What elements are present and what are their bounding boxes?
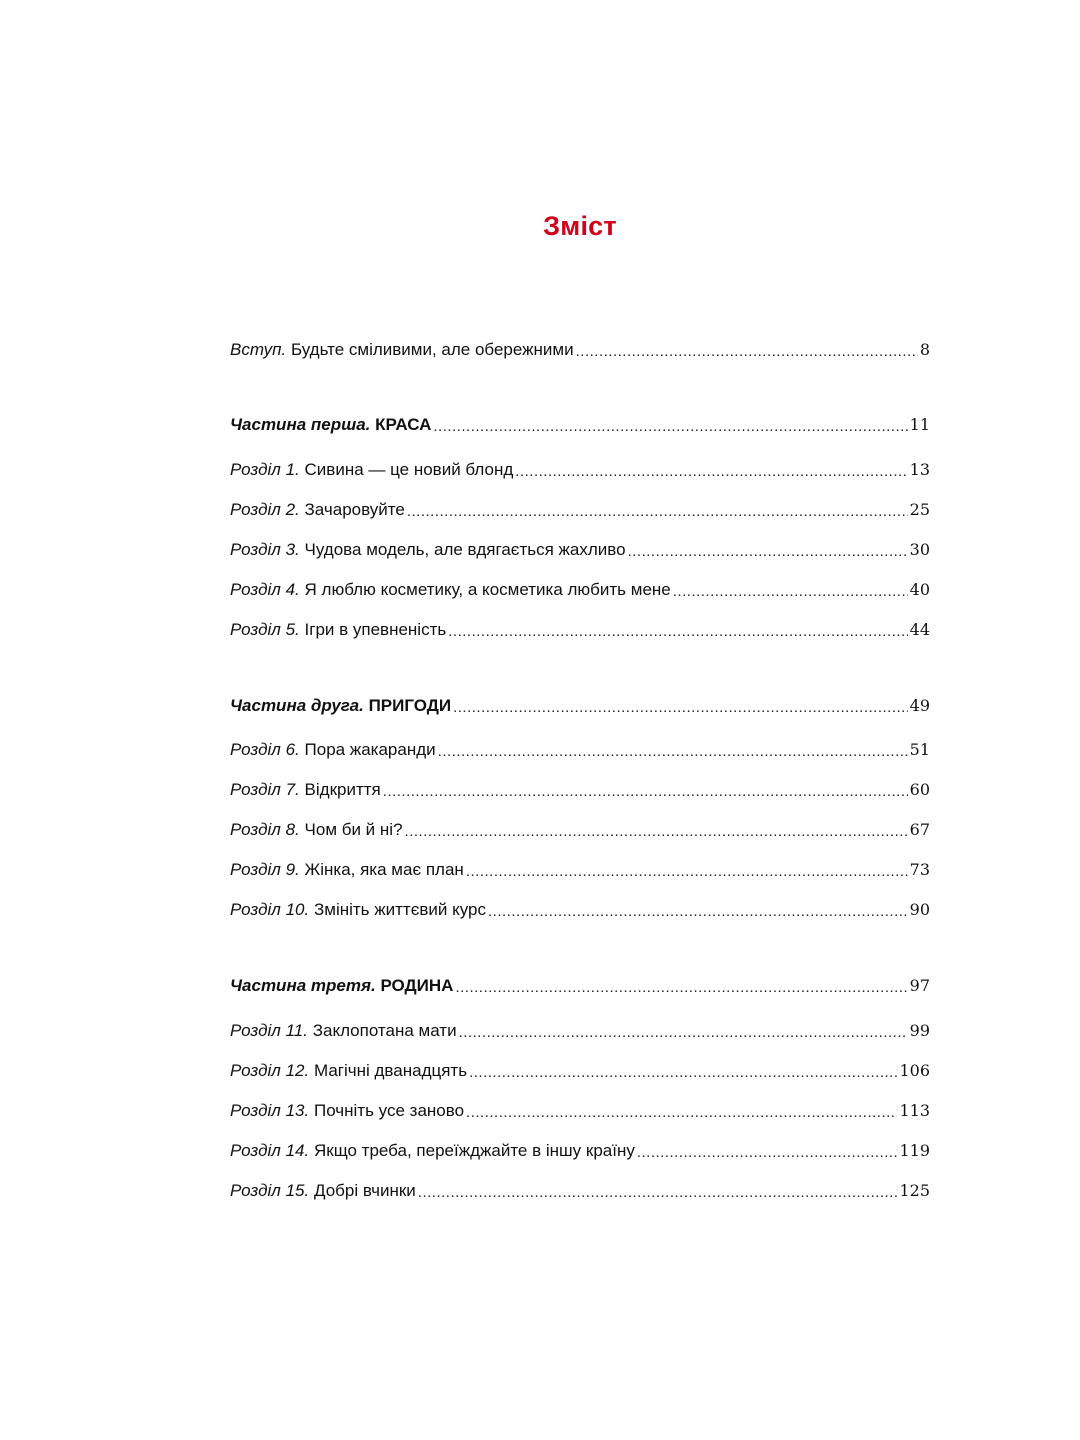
entry-title: Почніть усе заново — [313, 1101, 465, 1120]
toc-entry-part-1[interactable] — [230, 412, 930, 438]
entry-title: Магічні дванадцять — [313, 1061, 468, 1080]
entry-prefix: Розділ 13. — [230, 1101, 310, 1120]
toc-entry-chapter-5[interactable] — [230, 617, 930, 643]
toc-entry-chapter-12[interactable] — [230, 1058, 930, 1084]
dot-leader — [448, 618, 907, 638]
toc-entry-chapter-4[interactable] — [230, 577, 930, 603]
page-number: 8 — [919, 340, 930, 359]
dot-leader — [673, 578, 908, 598]
dot-leader — [455, 974, 907, 994]
page-number: 13 — [909, 460, 930, 479]
entry-prefix: Вступ. — [230, 340, 287, 359]
entry-prefix: Частина третя. — [230, 976, 376, 995]
dot-leader — [466, 1099, 897, 1119]
page-number: 73 — [909, 860, 930, 879]
toc-entry-part-2[interactable] — [230, 693, 930, 719]
toc-entry-chapter-10[interactable] — [230, 897, 930, 923]
page-number: 67 — [909, 820, 930, 839]
entry-prefix: Розділ 3. — [230, 540, 300, 559]
page-number: 90 — [909, 900, 930, 919]
entry-prefix: Розділ 4. — [230, 580, 300, 599]
entry-prefix: Розділ 14. — [230, 1141, 310, 1160]
entry-title: РОДИНА — [380, 976, 454, 995]
dot-leader — [438, 738, 908, 758]
entry-title: Змініть життєвий курс — [313, 900, 487, 919]
entry-prefix: Розділ 7. — [230, 780, 300, 799]
toc-entry-chapter-3[interactable] — [230, 537, 930, 563]
toc-entry-chapter-1[interactable] — [230, 457, 930, 483]
toc-entry-chapter-15[interactable] — [230, 1178, 930, 1204]
page-number: 40 — [909, 580, 930, 599]
entry-title: Зачаровуйте — [304, 500, 405, 519]
dot-leader — [576, 338, 918, 358]
entry-title: Заклопотана мати — [312, 1021, 457, 1040]
entry-title: Чудова модель, але вдягається жахливо — [304, 540, 626, 559]
entry-title: Будьте сміливими, але обережними — [290, 340, 574, 359]
toc-entry-chapter-6[interactable] — [230, 737, 930, 763]
entry-prefix: Розділ 11. — [230, 1021, 308, 1040]
entry-title: Якщо треба, переїжджайте в іншу країну — [313, 1141, 635, 1160]
page-number: 51 — [909, 740, 930, 759]
dot-leader — [418, 1179, 898, 1199]
entry-title: Сивина — це новий блонд — [304, 460, 514, 479]
dot-leader — [488, 898, 908, 918]
entry-prefix: Розділ 6. — [230, 740, 300, 759]
page-number: 119 — [899, 1141, 930, 1160]
entry-prefix: Розділ 1. — [230, 460, 300, 479]
entry-prefix: Розділ 12. — [230, 1061, 310, 1080]
dot-leader — [466, 858, 908, 878]
dot-leader — [453, 694, 908, 714]
toc-entry-chapter-13[interactable] — [230, 1098, 930, 1124]
dot-leader — [383, 778, 908, 798]
toc-entry-chapter-11[interactable] — [230, 1018, 930, 1044]
dot-leader — [405, 818, 908, 838]
page-number: 106 — [899, 1061, 930, 1080]
dot-leader — [407, 498, 908, 518]
entry-title: ПРИГОДИ — [368, 696, 452, 715]
page-number: 30 — [909, 540, 930, 559]
toc-entry-chapter-7[interactable] — [230, 777, 930, 803]
entry-prefix: Частина друга. — [230, 696, 364, 715]
page-number: 44 — [909, 620, 930, 639]
dot-leader — [459, 1019, 908, 1039]
dot-leader — [515, 458, 907, 478]
entry-prefix: Розділ 10. — [230, 900, 310, 919]
page-number: 60 — [909, 780, 930, 799]
dot-leader — [637, 1139, 898, 1159]
dot-leader — [628, 538, 908, 558]
entry-title: Пора жакаранди — [304, 740, 436, 759]
toc-entry-chapter-9[interactable] — [230, 857, 930, 883]
page-number: 113 — [899, 1101, 930, 1120]
toc-entry-chapter-8[interactable] — [230, 817, 930, 843]
page-number: 25 — [909, 500, 930, 519]
page-number: 99 — [909, 1021, 930, 1040]
entry-title: Добрі вчинки — [313, 1181, 416, 1200]
entry-prefix: Розділ 5. — [230, 620, 300, 639]
entry-title: Ігри в упевненість — [304, 620, 447, 639]
entry-prefix: Розділ 8. — [230, 820, 300, 839]
entry-title: Відкриття — [304, 780, 381, 799]
toc-entry-part-3[interactable] — [230, 973, 930, 999]
dot-leader — [469, 1059, 897, 1079]
toc-entry-chapter-2[interactable] — [230, 497, 930, 523]
page-number: 125 — [899, 1181, 930, 1200]
entry-prefix: Розділ 15. — [230, 1181, 310, 1200]
page-number: 49 — [909, 696, 930, 715]
page-title: Зміст — [543, 211, 617, 241]
entry-title: Чом би й ні? — [304, 820, 403, 839]
entry-title: Я люблю косметику, а косметика любить мене — [304, 580, 671, 599]
entry-prefix: Розділ 9. — [230, 860, 300, 879]
entry-prefix: Частина перша. — [230, 415, 371, 434]
page-number: 11 — [909, 415, 930, 434]
entry-title: Жінка, яка має план — [304, 860, 464, 879]
page-number: 97 — [909, 976, 930, 995]
toc-entry-intro[interactable] — [230, 337, 930, 363]
dot-leader — [433, 413, 907, 433]
toc-entry-chapter-14[interactable] — [230, 1138, 930, 1164]
entry-title: КРАСА — [375, 415, 432, 434]
entry-prefix: Розділ 2. — [230, 500, 300, 519]
